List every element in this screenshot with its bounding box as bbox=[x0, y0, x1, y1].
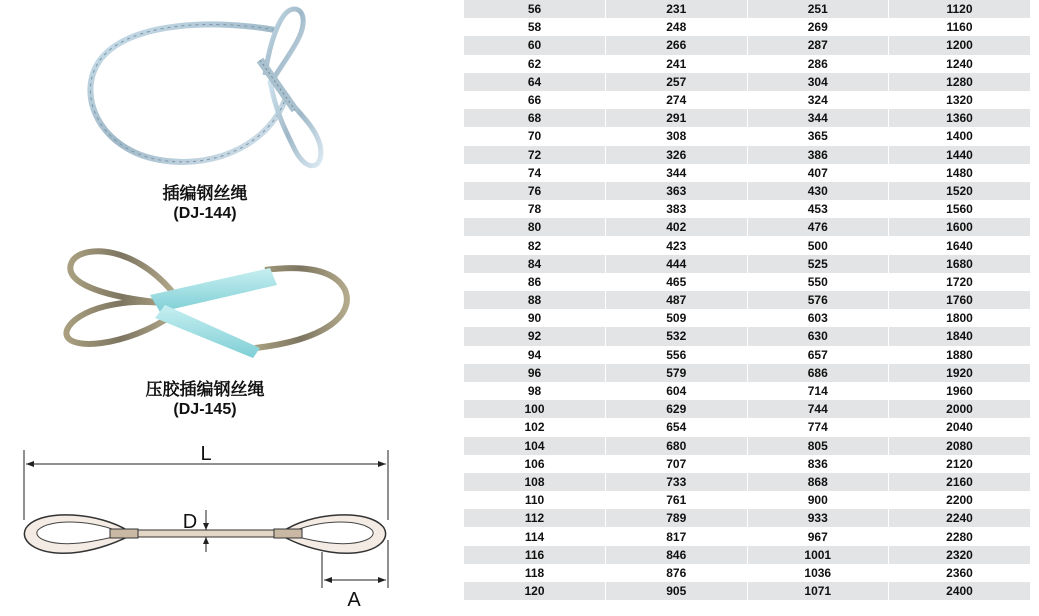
table-cell: 304 bbox=[747, 73, 889, 91]
table-cell: 500 bbox=[747, 236, 889, 254]
product-name: 压胶插编钢丝绳 bbox=[145, 380, 265, 399]
table-cell: 680 bbox=[606, 437, 748, 455]
table-row bbox=[464, 146, 1030, 164]
table-cell: 96 bbox=[464, 364, 606, 382]
table-cell: 344 bbox=[606, 164, 748, 182]
table-cell: 905 bbox=[606, 582, 748, 600]
table-row bbox=[464, 437, 1030, 455]
table-cell: 836 bbox=[747, 455, 889, 473]
table-cell: 363 bbox=[606, 182, 748, 200]
table-cell: 868 bbox=[747, 473, 889, 491]
table-row bbox=[464, 200, 1030, 218]
spliced-wire-rope-image bbox=[70, 0, 340, 180]
table-cell: 2400 bbox=[889, 582, 1031, 600]
table-cell: 2040 bbox=[889, 418, 1031, 436]
table-cell: 110 bbox=[464, 491, 606, 509]
product-panel bbox=[0, 0, 440, 616]
table-cell: 1200 bbox=[889, 36, 1031, 54]
table-cell: 629 bbox=[606, 400, 748, 418]
table-cell: 324 bbox=[747, 91, 889, 109]
table-cell: 2160 bbox=[889, 473, 1031, 491]
table-cell: 251 bbox=[747, 0, 889, 18]
table-cell: 344 bbox=[747, 109, 889, 127]
table-cell: 1280 bbox=[889, 73, 1031, 91]
table-row bbox=[464, 309, 1030, 327]
table-row bbox=[464, 109, 1030, 127]
table-cell: 465 bbox=[606, 273, 748, 291]
table-cell: 114 bbox=[464, 527, 606, 545]
table-cell: 286 bbox=[747, 55, 889, 73]
table-cell: 2280 bbox=[889, 527, 1031, 545]
table-cell: 1071 bbox=[747, 582, 889, 600]
table-cell: 257 bbox=[606, 73, 748, 91]
table-row bbox=[464, 564, 1030, 582]
table-row bbox=[464, 273, 1030, 291]
table-cell: 1880 bbox=[889, 346, 1031, 364]
table-cell: 118 bbox=[464, 564, 606, 582]
length-label: L bbox=[200, 443, 212, 465]
table-row bbox=[464, 527, 1030, 545]
table-cell: 100 bbox=[464, 400, 606, 418]
table-cell: 2200 bbox=[889, 491, 1031, 509]
table-cell: 291 bbox=[606, 109, 748, 127]
table-cell: 1001 bbox=[747, 546, 889, 564]
table-row bbox=[464, 473, 1030, 491]
table-cell: 68 bbox=[464, 109, 606, 127]
table-cell: 383 bbox=[606, 200, 748, 218]
table-cell: 60 bbox=[464, 36, 606, 54]
table-row bbox=[464, 582, 1030, 600]
table-row bbox=[464, 327, 1030, 345]
table-cell: 900 bbox=[747, 491, 889, 509]
table-cell: 116 bbox=[464, 546, 606, 564]
table-cell: 654 bbox=[606, 418, 748, 436]
table-cell: 846 bbox=[606, 546, 748, 564]
table-cell: 308 bbox=[606, 127, 748, 145]
table-row bbox=[464, 182, 1030, 200]
table-cell: 102 bbox=[464, 418, 606, 436]
product-caption-dj-145 bbox=[55, 380, 355, 420]
table-cell: 80 bbox=[464, 218, 606, 236]
table-cell: 76 bbox=[464, 182, 606, 200]
table-cell: 817 bbox=[606, 527, 748, 545]
table-cell: 453 bbox=[747, 200, 889, 218]
table-cell: 86 bbox=[464, 273, 606, 291]
table-row bbox=[464, 509, 1030, 527]
diameter-label: D bbox=[182, 511, 198, 533]
table-cell: 423 bbox=[606, 236, 748, 254]
table-row bbox=[464, 455, 1030, 473]
product-code: (DJ-144) bbox=[173, 205, 237, 222]
table-cell: 1480 bbox=[889, 164, 1031, 182]
table-cell: 269 bbox=[747, 18, 889, 36]
product-name: 插编钢丝绳 bbox=[162, 184, 248, 203]
table-cell: 657 bbox=[747, 346, 889, 364]
table-row bbox=[464, 291, 1030, 309]
table-cell: 64 bbox=[464, 73, 606, 91]
table-cell: 576 bbox=[747, 291, 889, 309]
table-cell: 1120 bbox=[889, 0, 1031, 18]
table-row bbox=[464, 546, 1030, 564]
table-cell: 72 bbox=[464, 146, 606, 164]
spec-table-body bbox=[464, 0, 1030, 600]
table-cell: 120 bbox=[464, 582, 606, 600]
table-cell: 56 bbox=[464, 0, 606, 18]
table-cell: 509 bbox=[606, 309, 748, 327]
table-cell: 550 bbox=[747, 273, 889, 291]
table-cell: 365 bbox=[747, 127, 889, 145]
table-row bbox=[464, 382, 1030, 400]
table-cell: 933 bbox=[747, 509, 889, 527]
table-cell: 774 bbox=[747, 418, 889, 436]
table-cell: 1640 bbox=[889, 236, 1031, 254]
table-cell: 2120 bbox=[889, 455, 1031, 473]
spec-table bbox=[464, 0, 1030, 600]
table-cell: 707 bbox=[606, 455, 748, 473]
table-cell: 84 bbox=[464, 255, 606, 273]
table-cell: 58 bbox=[464, 18, 606, 36]
table-cell: 789 bbox=[606, 509, 748, 527]
table-row bbox=[464, 346, 1030, 364]
table-cell: 761 bbox=[606, 491, 748, 509]
table-cell: 444 bbox=[606, 255, 748, 273]
table-cell: 106 bbox=[464, 455, 606, 473]
table-cell: 1840 bbox=[889, 327, 1031, 345]
table-row bbox=[464, 18, 1030, 36]
table-cell: 407 bbox=[747, 164, 889, 182]
table-cell: 1560 bbox=[889, 200, 1031, 218]
table-cell: 74 bbox=[464, 164, 606, 182]
table-cell: 98 bbox=[464, 382, 606, 400]
table-cell: 2080 bbox=[889, 437, 1031, 455]
table-row bbox=[464, 91, 1030, 109]
table-cell: 1400 bbox=[889, 127, 1031, 145]
spec-table-container bbox=[464, 0, 1030, 600]
table-cell: 630 bbox=[747, 327, 889, 345]
table-cell: 2320 bbox=[889, 546, 1031, 564]
table-cell: 686 bbox=[747, 364, 889, 382]
table-cell: 733 bbox=[606, 473, 748, 491]
table-cell: 744 bbox=[747, 400, 889, 418]
product-caption-dj-144 bbox=[55, 184, 355, 224]
table-row bbox=[464, 55, 1030, 73]
table-cell: 94 bbox=[464, 346, 606, 364]
table-row bbox=[464, 0, 1030, 18]
table-cell: 62 bbox=[464, 55, 606, 73]
table-cell: 476 bbox=[747, 218, 889, 236]
pressed-wire-rope-image bbox=[55, 240, 365, 360]
table-cell: 1600 bbox=[889, 218, 1031, 236]
table-cell: 90 bbox=[464, 309, 606, 327]
table-cell: 326 bbox=[606, 146, 748, 164]
table-cell: 78 bbox=[464, 200, 606, 218]
table-cell: 1440 bbox=[889, 146, 1031, 164]
table-cell: 1760 bbox=[889, 291, 1031, 309]
table-cell: 805 bbox=[747, 437, 889, 455]
dimension-diagram bbox=[10, 440, 400, 610]
table-cell: 82 bbox=[464, 236, 606, 254]
table-cell: 487 bbox=[606, 291, 748, 309]
table-cell: 604 bbox=[606, 382, 748, 400]
table-cell: 287 bbox=[747, 36, 889, 54]
table-cell: 2360 bbox=[889, 564, 1031, 582]
table-row bbox=[464, 364, 1030, 382]
table-cell: 1360 bbox=[889, 109, 1031, 127]
table-cell: 1720 bbox=[889, 273, 1031, 291]
table-cell: 2000 bbox=[889, 400, 1031, 418]
table-cell: 2240 bbox=[889, 509, 1031, 527]
table-cell: 108 bbox=[464, 473, 606, 491]
product-code: (DJ-145) bbox=[173, 401, 237, 418]
table-cell: 266 bbox=[606, 36, 748, 54]
table-cell: 112 bbox=[464, 509, 606, 527]
table-row bbox=[464, 36, 1030, 54]
table-cell: 714 bbox=[747, 382, 889, 400]
table-cell: 1680 bbox=[889, 255, 1031, 273]
table-cell: 1320 bbox=[889, 91, 1031, 109]
table-cell: 1800 bbox=[889, 309, 1031, 327]
table-row bbox=[464, 127, 1030, 145]
table-row bbox=[464, 236, 1030, 254]
table-cell: 231 bbox=[606, 0, 748, 18]
table-row bbox=[464, 491, 1030, 509]
table-cell: 967 bbox=[747, 527, 889, 545]
table-cell: 70 bbox=[464, 127, 606, 145]
table-cell: 1960 bbox=[889, 382, 1031, 400]
table-cell: 274 bbox=[606, 91, 748, 109]
table-row bbox=[464, 418, 1030, 436]
table-cell: 386 bbox=[747, 146, 889, 164]
table-cell: 88 bbox=[464, 291, 606, 309]
table-row bbox=[464, 400, 1030, 418]
table-cell: 430 bbox=[747, 182, 889, 200]
table-cell: 92 bbox=[464, 327, 606, 345]
table-cell: 1920 bbox=[889, 364, 1031, 382]
table-cell: 1240 bbox=[889, 55, 1031, 73]
table-row bbox=[464, 218, 1030, 236]
table-cell: 402 bbox=[606, 218, 748, 236]
table-row bbox=[464, 164, 1030, 182]
table-cell: 876 bbox=[606, 564, 748, 582]
table-cell: 525 bbox=[747, 255, 889, 273]
table-cell: 532 bbox=[606, 327, 748, 345]
table-cell: 603 bbox=[747, 309, 889, 327]
eye-length-label: A bbox=[347, 589, 361, 610]
table-row bbox=[464, 255, 1030, 273]
table-cell: 1160 bbox=[889, 18, 1031, 36]
table-cell: 1036 bbox=[747, 564, 889, 582]
table-row bbox=[464, 73, 1030, 91]
table-cell: 104 bbox=[464, 437, 606, 455]
table-cell: 1520 bbox=[889, 182, 1031, 200]
table-cell: 248 bbox=[606, 18, 748, 36]
table-cell: 556 bbox=[606, 346, 748, 364]
table-cell: 241 bbox=[606, 55, 748, 73]
table-cell: 66 bbox=[464, 91, 606, 109]
table-cell: 579 bbox=[606, 364, 748, 382]
